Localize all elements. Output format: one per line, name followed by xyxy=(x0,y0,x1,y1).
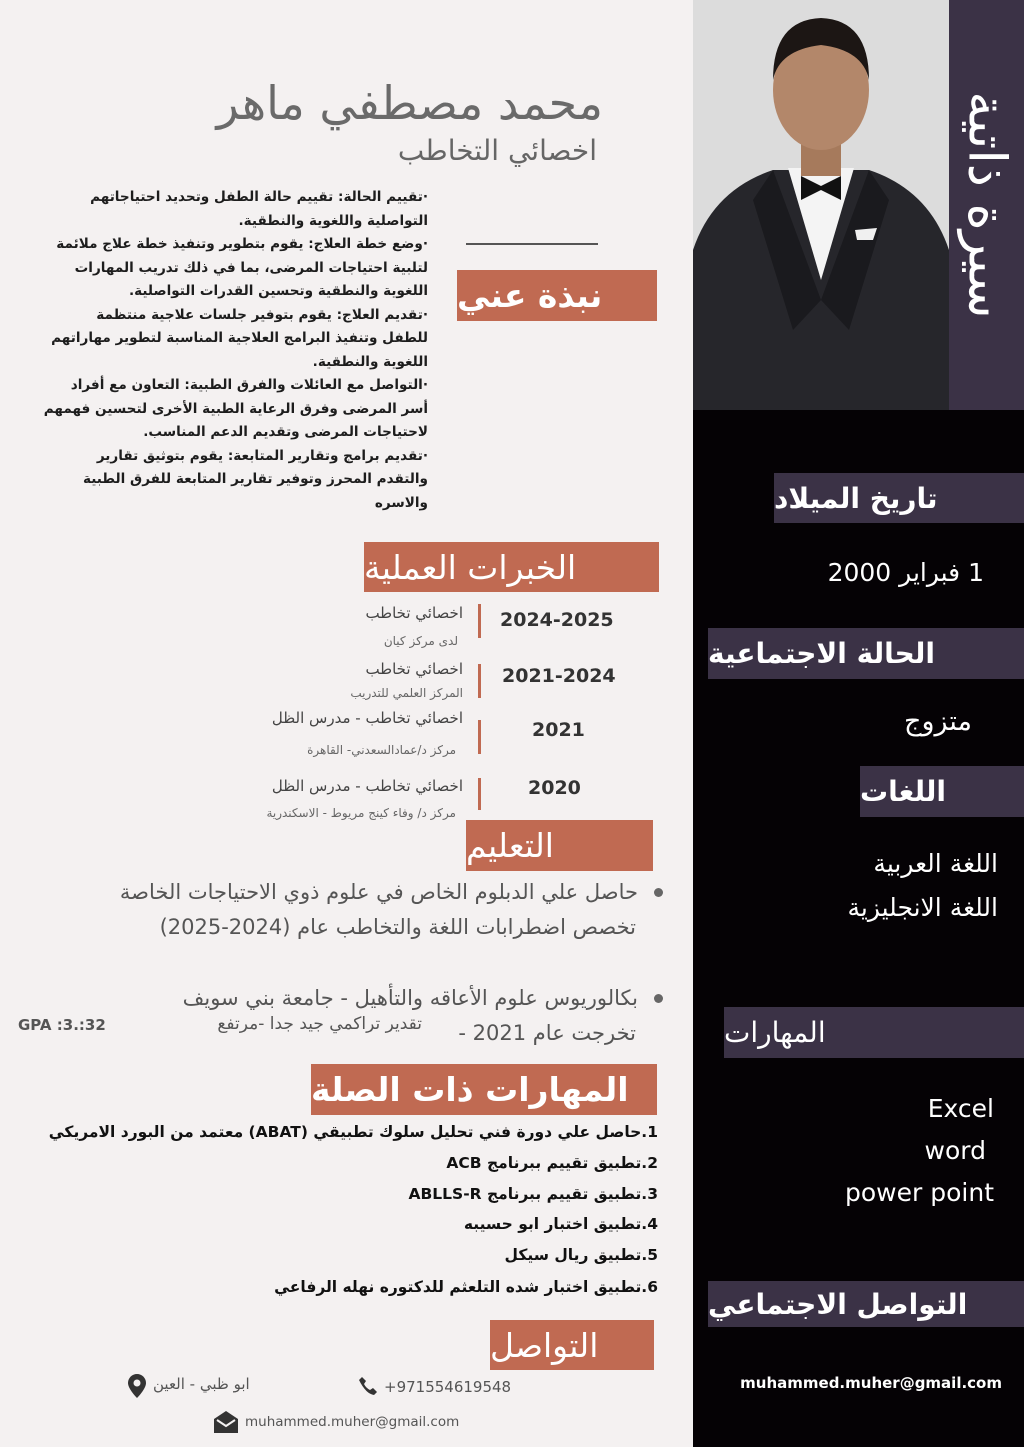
location-pin-icon xyxy=(128,1374,146,1398)
timeline-bar xyxy=(478,720,481,754)
edu-item1-line2: تخصص اضطرابات اللغة والتخاطب عام (2024-2025) xyxy=(159,915,636,939)
exp-years: 2021 xyxy=(532,719,585,741)
timeline-bar xyxy=(478,778,481,810)
side-skill-item: power point xyxy=(845,1178,994,1207)
timeline-bar xyxy=(478,604,481,638)
timeline-bar xyxy=(478,664,481,698)
profile-photo xyxy=(693,0,949,410)
exp-title: اخصائي تخاطب xyxy=(365,660,463,678)
skill-item: 3.تطبيق تقييم ببرنامج ABLLS-R xyxy=(408,1185,658,1203)
bullet xyxy=(654,888,663,897)
skill-item: 2.تطبيق تقييم ببرنامج ACB xyxy=(446,1154,658,1172)
skill-item: 1.حاصل علي دورة فني تحليل سلوك تطبيقي (ABAT) معتمد من البورد الامريكي xyxy=(48,1123,658,1141)
side-skill-item: word xyxy=(924,1136,986,1165)
sidebar-email[interactable]: muhammed.muher@gmail.com xyxy=(740,1374,1002,1392)
phone-icon xyxy=(358,1376,378,1396)
exp-title: اخصائي تخاطب - مدرس الظل xyxy=(271,777,463,795)
about-heading: نبذة عني xyxy=(457,270,657,321)
edu-item2-line2: تخرجت عام 2021 - xyxy=(458,1021,636,1045)
language-item: اللغة العربية xyxy=(873,849,998,878)
exp-place: المركز العلمي للتدريب xyxy=(350,686,463,700)
experience-heading: الخبرات العملية xyxy=(364,542,659,592)
exp-title: اخصائي تخاطب - مدرس الظل xyxy=(271,709,463,727)
edu-gpa: GPA :3.:32 xyxy=(18,1016,106,1034)
about-text: ·تقييم الحالة: تقييم حالة الطفل وتحديد احتياجاتهم التواصلية واللغوية والنطقية. ·وضع خطة العلاج: يقوم بتطوير وتنفيذ خطة علاج ملائمة لتلبية احتياجات المرضى، بما في ذلك تدريب المهارات اللغوية والنطقية وتحسين القدرات التواصلية. ·تقديم العلاج: يقوم بتوفير جلسات علاجية منتظمة للطفل وتنفيذ البرامج العلاجية المناسبة لتطوير مهاراتهم اللغوية والنطقية. ·التواصل مع العائلات والفرق الطبية: التعاون مع أفراد أسر المرضى وفرق الرعاية الطبية الأخرى لتحسين فهمهم لاحتياجات المرضى وتقديم الدعم المناسب. ·تقديم برامج وتقارير المتابعة: يقوم بتوثيق تقارير والتقدم المحرز وتوفير تقارير المتابعة للفرق الطبية والاسره xyxy=(43,189,428,511)
birth-heading: تاريخ الميلاد xyxy=(774,473,1024,523)
exp-place: مركز د/ وفاء كينج مريوط - الاسكندرية xyxy=(266,806,456,820)
side-skill-item: Excel xyxy=(927,1094,994,1123)
job-title: اخصائي التخاطب xyxy=(397,134,597,167)
social-heading: التواصل الاجتماعي xyxy=(708,1281,1024,1327)
skills-heading: المهارات ذات الصلة xyxy=(311,1064,657,1115)
exp-years: 2021-2024 xyxy=(502,665,616,687)
languages-heading: اللغات xyxy=(860,766,1024,817)
full-name: محمد مصطفي ماهر xyxy=(216,76,603,130)
edu-item1-line1: حاصل علي الدبلوم الخاص في علوم ذوي الاحتياجات الخاصة xyxy=(119,880,638,904)
status-value: متزوج xyxy=(904,706,972,737)
exp-place: لدى مركز كيان xyxy=(383,634,458,648)
education-heading: التعليم xyxy=(466,820,653,871)
exp-years: 2024-2025 xyxy=(500,609,614,631)
edu-item2-line1: بكالوريوس علوم الأعاقه والتأهيل - جامعة بني سويف xyxy=(182,986,638,1010)
exp-place: مركز د/عمادالسعدني- القاهرة xyxy=(307,743,456,757)
language-item: اللغة الانجليزية xyxy=(847,893,998,922)
birth-value: 1 فبراير 2000 xyxy=(827,558,984,587)
contact-email[interactable]: muhammed.muher@gmail.com xyxy=(245,1414,460,1430)
side-title: سيرة ذاتية xyxy=(956,91,1017,319)
skill-item: 5.تطبيق ريال سيكل xyxy=(504,1246,658,1264)
edu-grade: تقدير تراكمي جيد جدا -مرتفع xyxy=(217,1014,422,1034)
exp-title: اخصائي تخاطب xyxy=(365,604,463,622)
side-skills-heading: المهارات xyxy=(724,1007,1024,1058)
mail-icon xyxy=(214,1411,238,1433)
contact-phone[interactable]: +971554619548 xyxy=(384,1378,512,1396)
status-heading: الحالة الاجتماعية xyxy=(708,628,1024,679)
contact-heading: التواصل xyxy=(490,1320,654,1370)
bullet xyxy=(654,994,663,1003)
divider xyxy=(466,243,598,245)
skill-item: 4.تطبيق اختبار ابو حسيبه xyxy=(463,1215,658,1233)
exp-years: 2020 xyxy=(528,777,581,799)
contact-location: ابو ظبي - العين xyxy=(153,1375,250,1393)
skill-item: 6.تطبيق اختبار شده التلعثم للدكتوره نهله الرفاعي xyxy=(274,1278,658,1296)
